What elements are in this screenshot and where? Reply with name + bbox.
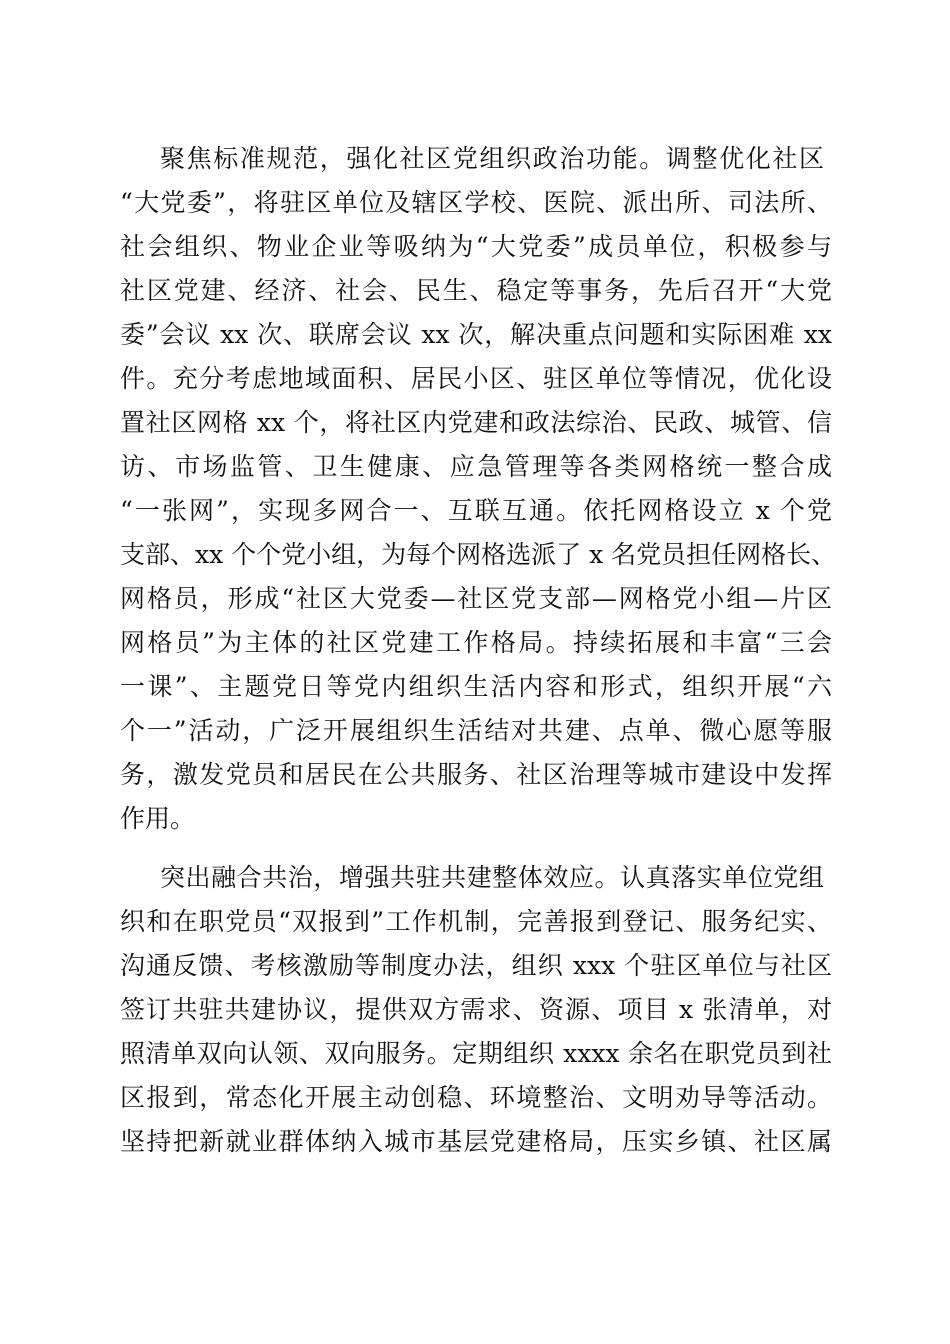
paragraph-1-line-1: 聚焦标准规范，强化社区党组织政治功能。调整优化社区 (160, 144, 824, 173)
paragraph-1-line-7: 置社区网格 xx 个，将社区内党建和政法综治、民政、城管、信 (120, 408, 832, 437)
paragraph-1-line-15: 务，激发党员和居民在公共服务、社区治理等城市建设中发挥 (120, 760, 832, 789)
paragraph-1-line-9: “一张网”，实现多网合一、互联互通。依托网格设立 x 个党 (120, 496, 832, 525)
paragraph-2-line-6: 区报到，常态化开展主动创稳、环境整治、文明劝导等活动。 (120, 1083, 832, 1112)
paragraph-1-line-10: 支部、xx 个个党小组，为每个网格选派了 x 名党员担任网格长、 (120, 540, 837, 569)
paragraph-2-line-2: 织和在职党员“双报到”工作机制，完善报到登记、服务纪实、 (120, 907, 832, 936)
paragraph-1-line-11: 网格员，形成“社区大党委—社区党支部—网格党小组—片区 (120, 584, 832, 613)
paragraph-1-line-2: “大党委”，将驻区单位及辖区学校、医院、派出所、司法所、 (120, 188, 832, 217)
paragraph-2-line-7: 坚持把新就业群体纳入城市基层党建格局，压实乡镇、社区属 (120, 1127, 832, 1156)
paragraph-2-line-3: 沟通反馈、考核激励等制度办法，组织 xxx 个驻区单位与社区 (120, 951, 832, 980)
paragraph-1-line-14: 个一”活动，广泛开展组织生活结对共建、点单、微心愿等服 (120, 716, 832, 745)
paragraph-1-line-8: 访、市场监管、卫生健康、应急管理等各类网格统一整合成 (120, 452, 832, 481)
paragraph-2-line-5: 照清单双向认领、双向服务。定期组织 xxxx 余名在职党员到社 (120, 1039, 832, 1068)
paragraph-1-line-4: 社区党建、经济、社会、民生、稳定等事务，先后召开“大党 (120, 276, 832, 305)
paragraph-1-line-3: 社会组织、物业企业等吸纳为“大党委”成员单位，积极参与 (120, 232, 832, 261)
paragraph-1-line-5: 委”会议 xx 次、联席会议 xx 次，解决重点问题和实际困难 xx (120, 320, 832, 349)
paragraph-1-line-12: 网格员”为主体的社区党建工作格局。持续拓展和丰富“三会 (120, 628, 832, 657)
paragraph-2-line-4: 签订共驻共建协议，提供双方需求、资源、项目 x 张清单，对 (120, 995, 832, 1024)
paragraph-1-line-6: 件。充分考虑地域面积、居民小区、驻区单位等情况，优化设 (120, 364, 832, 393)
paragraph-2-line-1: 突出融合共治，增强共驻共建整体效应。认真落实单位党组 (160, 863, 824, 892)
paragraph-1-line-13: 一课”、主题党日等党内组织生活内容和形式，组织开展“六 (120, 672, 832, 701)
paragraph-1-line-16: 作用。 (120, 804, 196, 833)
